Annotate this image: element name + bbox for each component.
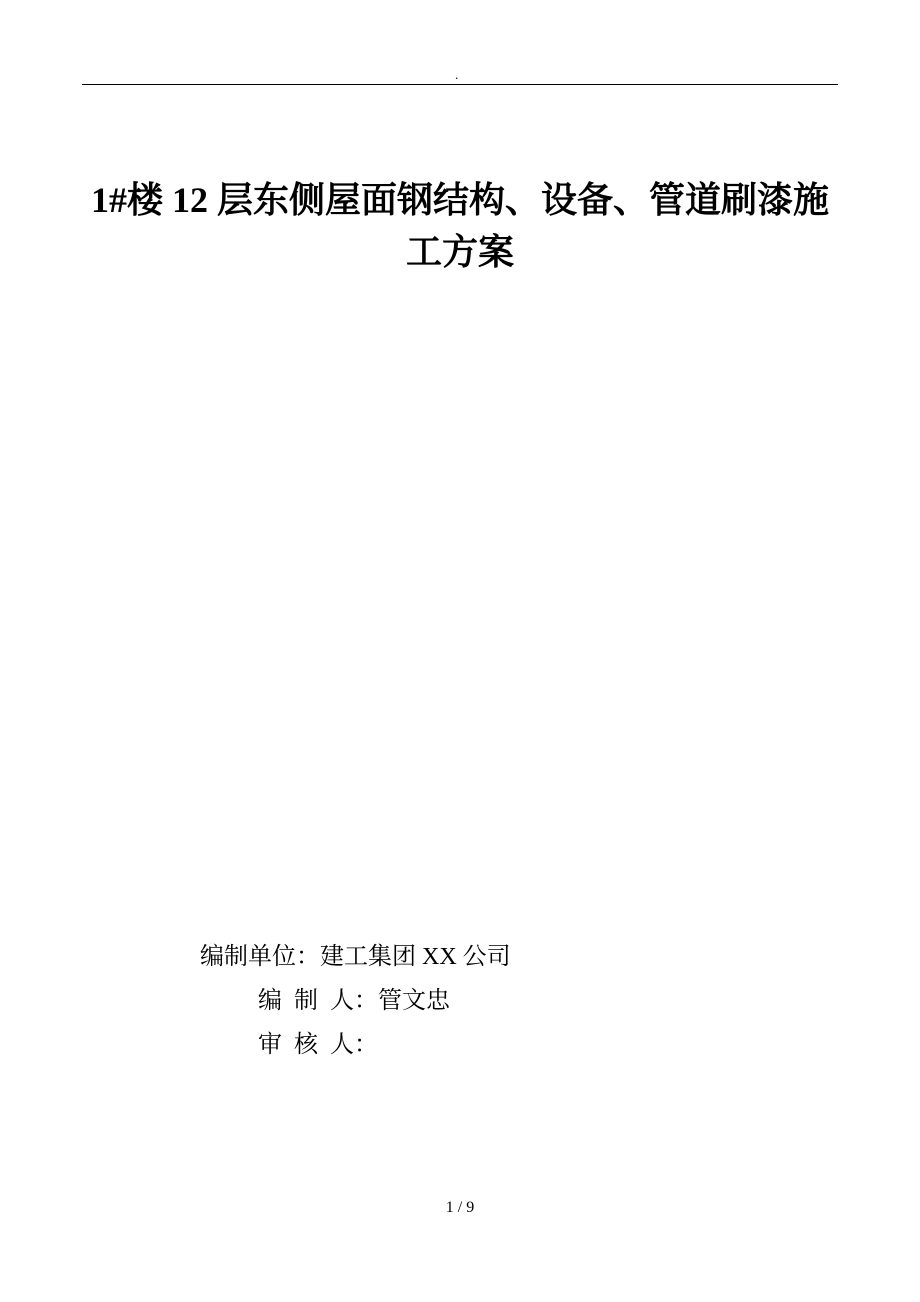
signature-line-author: 编 制 人：管文忠 [258, 988, 450, 1014]
signature-line-organization: 编制单位：建工集团 XX 公司 [200, 944, 511, 970]
page-number: 1 / 9 [445, 1199, 475, 1216]
signature-block [200, 935, 760, 1067]
header-divider [82, 84, 838, 85]
header-marker: . [455, 67, 459, 82]
signature-line-reviewer: 审 核 人： [258, 1032, 378, 1058]
page-title: 1#楼 12 层东侧屋面钢结构、设备、管道刷漆施工方案 [90, 180, 829, 273]
